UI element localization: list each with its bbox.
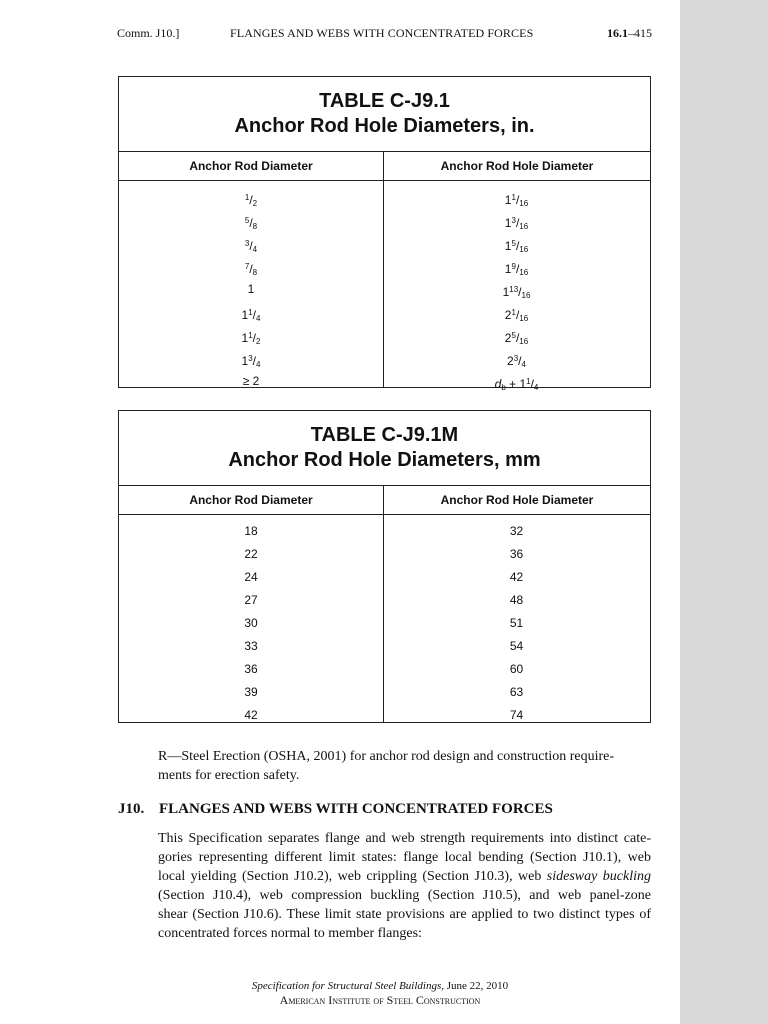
hole-diameter-cell: 54	[509, 639, 524, 653]
fraction-denominator: 4	[521, 360, 526, 369]
fraction-denominator: 8	[252, 268, 258, 277]
hole-diameter-cell: 51	[509, 616, 524, 630]
hole-diameter-cell	[383, 370, 650, 393]
hole-diameter-cell: 60	[509, 662, 524, 676]
fraction-denominator: 16	[519, 199, 529, 208]
table-header-row	[119, 486, 650, 515]
rod-diameter-cell: 30	[244, 616, 258, 630]
hole-diameter-cell	[383, 324, 650, 347]
fraction-numerator: 3	[248, 354, 253, 363]
whole-number: 1	[502, 285, 510, 299]
whole-number: 2	[504, 331, 512, 345]
fraction-denominator: 4	[252, 245, 258, 254]
fraction-numerator: 1	[511, 308, 516, 317]
rod-diameter-cell: ≥ 2	[242, 374, 260, 388]
hole-diameter-cell: 42	[509, 570, 524, 584]
hole-diameter-cell: 48	[509, 593, 524, 607]
fraction-denominator: 16	[519, 314, 529, 323]
fraction-numerator: 1	[248, 308, 253, 317]
body-paragraph	[158, 829, 651, 943]
fraction-denominator: 16	[521, 291, 531, 300]
table-row	[119, 370, 650, 393]
viewer-gutter	[680, 0, 768, 1024]
paragraph-line: (Section J10.4), web compression buckling (Section J10.5), and web panel-zone	[158, 888, 651, 903]
fraction-slash: /	[252, 331, 257, 345]
fraction-slash: /	[518, 354, 522, 368]
table-rows	[119, 181, 650, 393]
rod-diameter-cell: 42	[244, 708, 258, 722]
paragraph-line: concentrated forces normal to member flanges:	[158, 926, 422, 941]
fraction-slash: /	[249, 262, 253, 276]
paragraph-line	[158, 867, 651, 886]
table-row	[119, 278, 650, 301]
table-subtitle: Anchor Rod Hole Diameters, in.	[234, 115, 535, 137]
column-divider	[383, 515, 384, 722]
hole-diameter-cell: 32	[509, 524, 524, 538]
section-title: FLANGES AND WEBS WITH CONCENTRATED FORCES	[159, 801, 553, 817]
paragraph-line: This Specification separates flange and web strength requirements into distinct cate-	[158, 831, 651, 846]
whole-number: 2	[507, 354, 514, 368]
running-header-title: FLANGES AND WEBS WITH CONCENTRATED FORCES	[230, 26, 534, 40]
hole-diameter-cell	[383, 301, 650, 324]
table-row	[119, 520, 650, 543]
variable-d: d	[494, 377, 502, 391]
fraction-denominator: 4	[256, 314, 261, 323]
table-row	[119, 347, 650, 370]
page-number-volume: 16.1	[607, 26, 628, 40]
rod-diameter-cell	[119, 347, 383, 370]
fraction-denominator: 2	[256, 337, 261, 346]
table-title-block	[119, 77, 650, 152]
fraction-numerator: 1	[248, 331, 253, 340]
fraction-slash: /	[518, 285, 522, 299]
table-title: TABLE C-J9.1	[319, 90, 450, 112]
table-row	[119, 301, 650, 324]
fraction-slash: /	[252, 308, 257, 322]
table-row	[119, 186, 650, 209]
fraction-slash: /	[515, 239, 520, 253]
table-row	[119, 209, 650, 232]
table-row	[119, 324, 650, 347]
fraction-slash: /	[515, 262, 520, 276]
footer-date: June 22, 2010	[444, 980, 509, 992]
column-header-rod-diameter: Anchor Rod Diameter	[119, 486, 384, 514]
table-c-j9-1	[118, 76, 651, 392]
paragraph-line: ments for erection safety.	[158, 768, 300, 783]
table-body	[119, 515, 650, 722]
table-rows	[119, 515, 650, 727]
column-divider	[383, 181, 384, 387]
rod-diameter-cell	[119, 301, 383, 324]
fraction-numerator: 5	[511, 331, 516, 340]
rod-diameter-cell: 27	[244, 593, 258, 607]
table-title-block	[119, 411, 650, 486]
column-header-rod-diameter: Anchor Rod Diameter	[119, 152, 384, 180]
fraction-numerator: 7	[244, 262, 250, 271]
rod-diameter-cell	[119, 255, 383, 278]
hole-diameter-cell	[383, 232, 650, 255]
table-row	[119, 255, 650, 278]
section-number: J10.	[118, 801, 145, 817]
whole-number: 1	[241, 354, 249, 368]
fraction-numerator: 1	[526, 377, 531, 386]
hole-diameter-cell	[383, 186, 650, 209]
table-body	[119, 181, 650, 392]
hole-diameter-cell	[383, 347, 650, 370]
fraction-numerator: 1	[244, 193, 250, 202]
fraction-numerator: 13	[509, 285, 519, 294]
whole-number: 1	[241, 331, 249, 345]
table-row	[119, 566, 650, 589]
fraction-slash: /	[249, 239, 253, 253]
reference-paragraph	[158, 747, 651, 785]
table-row	[119, 681, 650, 704]
footer-title: Specification for Structural Steel Buildings,	[251, 980, 444, 992]
fraction-denominator: 8	[252, 222, 258, 231]
table-row	[119, 612, 650, 635]
rod-diameter-cell	[119, 278, 383, 301]
fraction-slash: /	[249, 216, 253, 230]
whole-number: 1	[247, 282, 255, 296]
rod-diameter-cell	[119, 186, 383, 209]
paragraph-line: R—Steel Erection (OSHA, 2001) for anchor rod design and construction require-	[158, 749, 615, 764]
paragraph-text: local yielding (Section J10.2), web crippling (Section J10.3), web	[158, 869, 547, 884]
whole-number: 1	[504, 216, 512, 230]
table-row	[119, 704, 650, 727]
running-header-section: Comm. J10.]	[117, 26, 180, 40]
paragraph-line: gories representing different limit states: flange local bending (Section J10.1), web	[158, 850, 651, 865]
whole-number: 1	[241, 308, 249, 322]
column-header-hole-diameter: Anchor Rod Hole Diameter	[440, 493, 594, 507]
fraction-slash: /	[515, 193, 520, 207]
fraction-denominator: 2	[252, 199, 258, 208]
hole-diameter-cell	[383, 209, 650, 232]
table-title: TABLE C-J9.1M	[310, 424, 459, 446]
fraction-denominator: 16	[519, 268, 529, 277]
hole-diameter-cell: 74	[509, 708, 524, 722]
footer-citation	[0, 980, 760, 992]
table-row	[119, 232, 650, 255]
hole-diameter-cell: 63	[509, 685, 524, 699]
variable-subscript: b	[501, 383, 506, 392]
section-heading	[118, 801, 553, 818]
rod-diameter-cell: 22	[244, 547, 258, 561]
rod-diameter-cell	[119, 324, 383, 347]
fraction-denominator: 16	[519, 337, 529, 346]
fraction-slash: /	[515, 308, 520, 322]
whole-number: 1	[504, 193, 512, 207]
hole-diameter-cell	[383, 255, 650, 278]
table-row	[119, 635, 650, 658]
table-row	[119, 658, 650, 681]
table-row	[119, 543, 650, 566]
rod-diameter-cell: 36	[244, 662, 258, 676]
fraction-numerator: 3	[511, 216, 516, 225]
fraction-numerator: 3	[244, 239, 250, 248]
fraction-numerator: 5	[244, 216, 250, 225]
fraction-slash: /	[515, 216, 520, 230]
table-row	[119, 589, 650, 612]
page-number	[607, 26, 652, 41]
fraction-slash: /	[530, 377, 534, 391]
table-header-row	[119, 152, 650, 181]
whole-number: 2	[504, 308, 512, 322]
fraction-slash: /	[252, 354, 257, 368]
fraction-slash: /	[249, 193, 253, 207]
rod-diameter-cell	[119, 232, 383, 255]
paragraph-line: shear (Section J10.6). These limit state provisions are applied to two distinct types of	[158, 907, 651, 922]
hole-diameter-cell	[383, 278, 650, 301]
fraction-denominator: 4	[533, 383, 539, 392]
fraction-slash: /	[515, 331, 520, 345]
table-c-j9-1m	[118, 410, 651, 723]
whole-number: 1	[504, 239, 512, 253]
rod-diameter-cell	[119, 209, 383, 232]
fraction-denominator: 4	[256, 360, 261, 369]
fraction-numerator: 5	[511, 239, 516, 248]
hole-diameter-cell: 36	[509, 547, 524, 561]
fraction-numerator: 1	[511, 193, 516, 202]
fraction-numerator: 9	[511, 262, 516, 271]
rod-diameter-cell: 33	[244, 639, 258, 653]
fraction-denominator: 16	[519, 245, 529, 254]
plus-term: + 1	[505, 377, 527, 391]
page-number-page: –415	[628, 26, 652, 40]
fraction-denominator: 16	[519, 222, 529, 231]
rod-diameter-cell: 39	[244, 685, 258, 699]
whole-number: 1	[504, 262, 512, 276]
rod-diameter-cell: 24	[244, 570, 258, 584]
fraction-numerator: 3	[513, 354, 519, 363]
column-header-hole-diameter: Anchor Rod Hole Diameter	[440, 159, 594, 173]
rod-diameter-cell: 18	[244, 524, 258, 538]
footer-publisher: American Institute of Steel Construction	[279, 993, 481, 1007]
table-subtitle: Anchor Rod Hole Diameters, mm	[228, 449, 541, 471]
paragraph-emphasis: sidesway buckling	[546, 869, 651, 884]
